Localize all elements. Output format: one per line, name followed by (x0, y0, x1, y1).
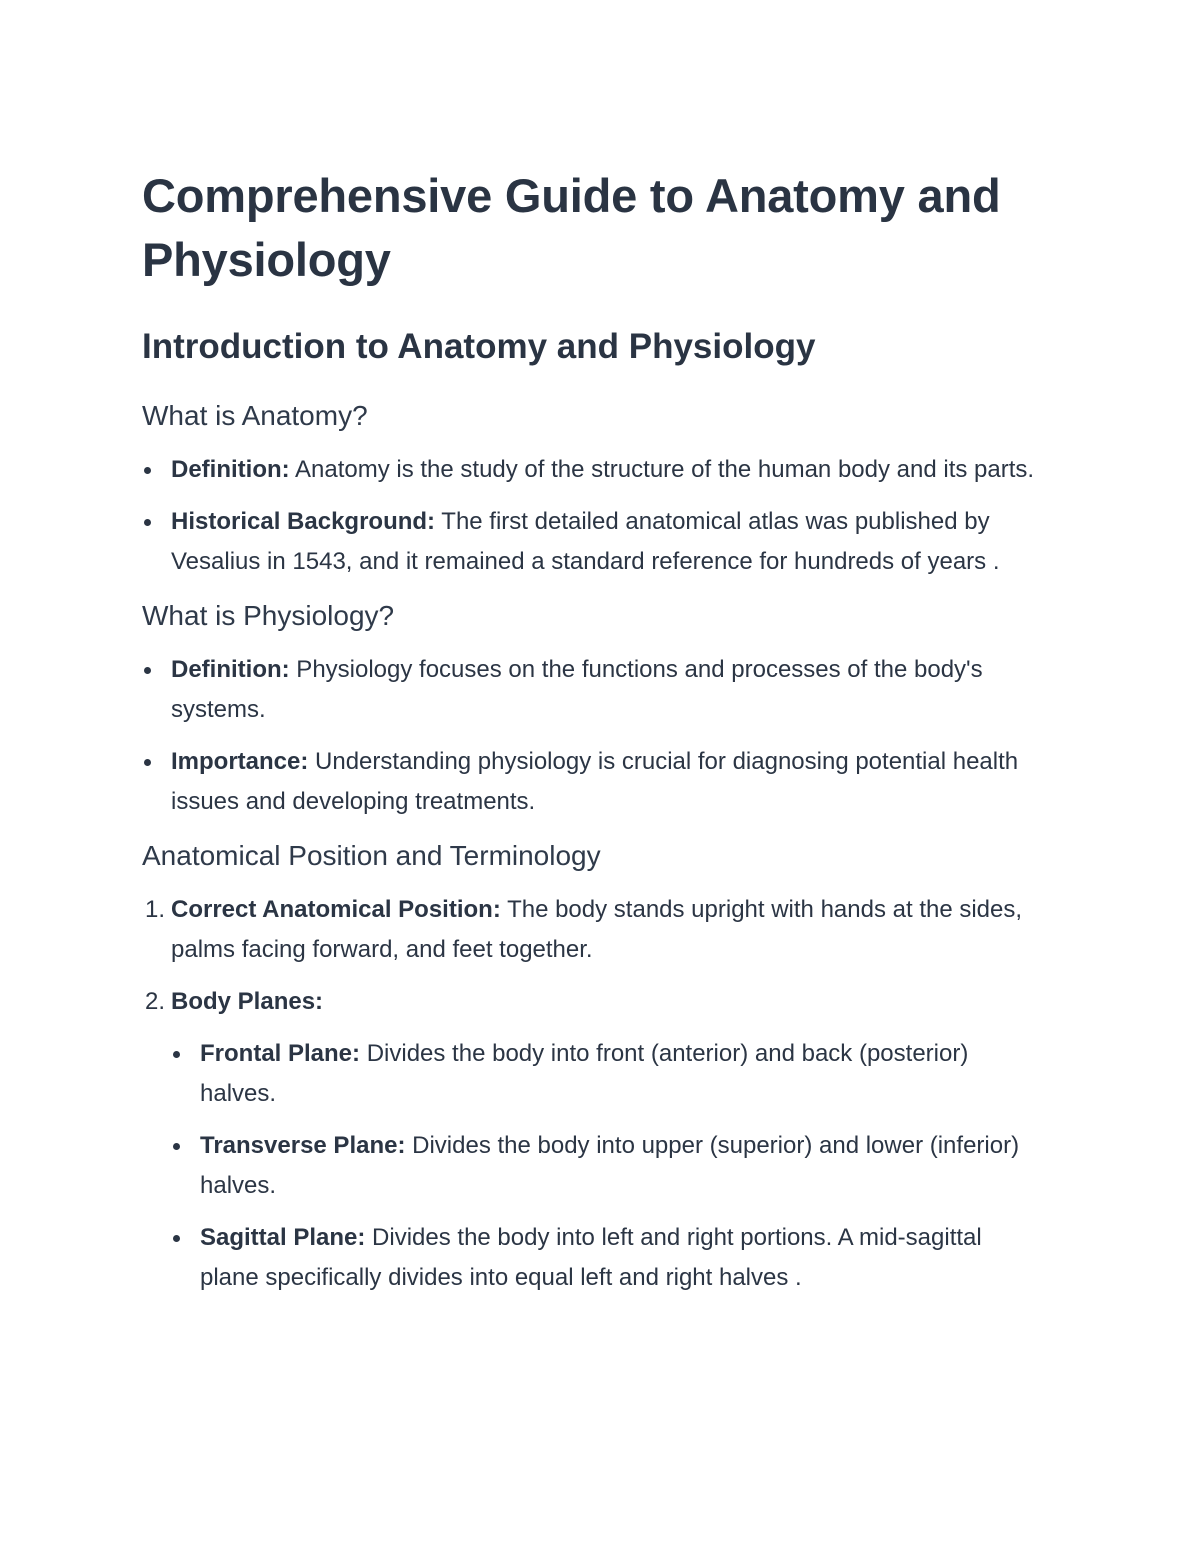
document-title: Comprehensive Guide to Anatomy and Physiology (142, 169, 1001, 286)
list-item (142, 650, 1042, 730)
list-item (142, 982, 1042, 1298)
item-label: Importance: (171, 748, 309, 775)
item-number: 1. (145, 896, 166, 923)
bullet-icon (144, 759, 151, 766)
list-item (171, 1034, 1042, 1114)
item-label: Definition: (171, 656, 290, 683)
bullet-icon (173, 1143, 180, 1150)
document-page (142, 164, 1042, 1310)
planes-list (171, 1034, 1042, 1298)
physiology-heading: What is Physiology? (142, 600, 395, 631)
item-label: Body Planes: (171, 988, 324, 1015)
item-text: Physiology focuses on the functions and processes of the body's systems. (171, 656, 983, 723)
item-label: Correct Anatomical Position: (171, 896, 501, 923)
anatomy-list (142, 450, 1042, 582)
list-item (142, 450, 1042, 490)
list-item (171, 1218, 1042, 1298)
item-label: Frontal Plane: (200, 1040, 361, 1067)
item-text: Divides the body into upper (superior) and lower (inferior) halves. (200, 1132, 1020, 1199)
physiology-list (142, 650, 1042, 822)
item-text: The first detailed anatomical atlas was published by Vesalius in 1543, and it remained a standard reference for hundreds of years . (171, 508, 1000, 575)
item-text: The body stands upright with hands at the sides, palms facing forward, and feet together. (171, 896, 1023, 963)
list-item (171, 1126, 1042, 1206)
item-text: Anatomy is the study of the structure of the human body and its parts. (289, 456, 1035, 483)
bullet-icon (144, 467, 151, 474)
item-text: Understanding physiology is crucial for diagnosing potential health issues and developing treatments. (171, 748, 1019, 815)
item-number: 2. (145, 988, 166, 1015)
item-label: Definition: (171, 456, 290, 483)
position-list (142, 890, 1042, 1298)
bullet-icon (173, 1051, 180, 1058)
position-heading: Anatomical Position and Terminology (142, 840, 601, 871)
anatomy-heading: What is Anatomy? (142, 400, 368, 431)
section-heading: Introduction to Anatomy and Physiology (142, 327, 816, 366)
bullet-icon (144, 519, 151, 526)
item-label: Historical Background: (171, 508, 436, 535)
list-item (142, 502, 1042, 582)
item-label: Sagittal Plane: (200, 1224, 366, 1251)
bullet-icon (144, 667, 151, 674)
item-label: Transverse Plane: (200, 1132, 406, 1159)
list-item (142, 742, 1042, 822)
bullet-icon (173, 1235, 180, 1242)
item-text: Divides the body into left and right portions. A mid-sagittal plane specifically divides into equal left and right halves . (200, 1224, 982, 1291)
item-text: Divides the body into front (anterior) and back (posterior) halves. (200, 1040, 969, 1107)
list-item (142, 890, 1042, 970)
